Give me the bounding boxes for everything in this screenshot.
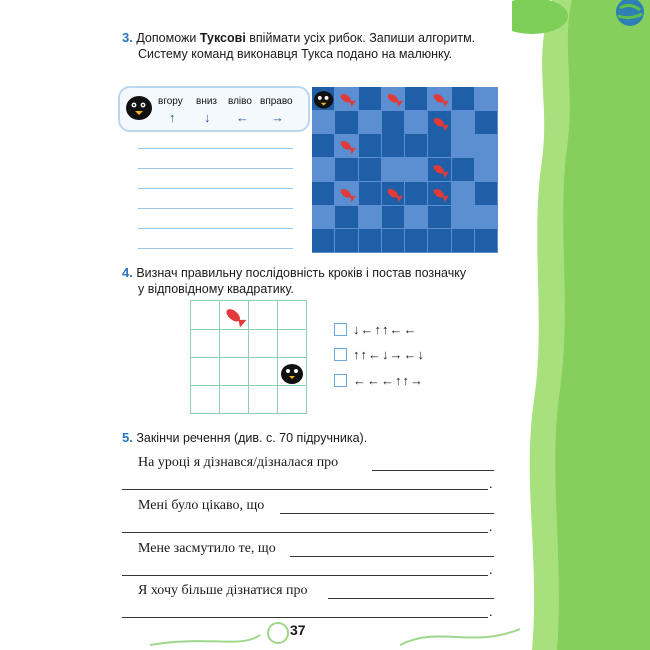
period: . — [489, 563, 493, 578]
grid-cell — [475, 134, 497, 157]
grid-cell — [452, 229, 474, 252]
grid-cell — [475, 206, 497, 229]
period: . — [489, 605, 493, 620]
grid-cell — [359, 134, 381, 157]
sentence-prompt: Мені було цікаво, що — [138, 498, 265, 513]
grid-cell — [452, 111, 474, 134]
green-decorative-band — [512, 0, 650, 650]
period: . — [489, 520, 493, 535]
option-row[interactable] — [334, 373, 424, 388]
grid-cell — [312, 111, 334, 134]
task4-header — [122, 265, 512, 297]
sentence-prompt: Мене засмутило те, що — [138, 541, 276, 556]
fish-icon — [382, 87, 405, 111]
grid-cell — [382, 158, 404, 181]
tux-icon — [312, 87, 335, 111]
task3-number: 3. — [122, 30, 133, 45]
task5-text: Закінчи речення (див. с. 70 підручника). — [136, 431, 368, 445]
sentence-prompt: Я хочу більше дізнатися про — [138, 583, 308, 598]
grid-cell — [335, 206, 357, 229]
sentence-prompt: На уроці я дізнався/дізналася про — [138, 455, 339, 470]
option-row[interactable] — [334, 322, 418, 337]
answer-line[interactable] — [138, 168, 293, 169]
fish-icon — [335, 87, 358, 111]
arrow-down-icon: ↓ — [204, 110, 211, 125]
grid-cell — [405, 134, 427, 157]
task4-number: 4. — [122, 265, 133, 280]
grid-cell — [359, 158, 381, 181]
fish-icon — [382, 182, 405, 206]
cmd-label-down: вниз — [196, 96, 218, 107]
answer-line[interactable] — [122, 575, 488, 576]
grid-cell — [452, 158, 474, 181]
grid-cell — [359, 229, 381, 252]
tux-icon — [279, 359, 305, 385]
task3-text-line2: Систему команд виконавця Тукса подано на малюнку. — [138, 47, 453, 61]
grid-cell — [312, 158, 334, 181]
grid-cell — [405, 158, 427, 181]
answer-line[interactable] — [122, 489, 488, 490]
grid-cell — [452, 206, 474, 229]
answer-line[interactable] — [328, 598, 494, 599]
grid-cell — [475, 158, 497, 181]
tux-fish-grid — [312, 87, 498, 253]
answer-line[interactable] — [372, 470, 494, 471]
fish-icon — [428, 87, 451, 111]
command-panel — [118, 86, 310, 132]
task5-header — [122, 430, 367, 446]
grid-cell — [428, 206, 450, 229]
answer-line[interactable] — [122, 532, 488, 533]
answer-line[interactable] — [138, 188, 293, 189]
grid-cell — [452, 182, 474, 205]
arrow-up-icon: ↑ — [169, 110, 176, 125]
task3-text-bold: Туксові — [199, 31, 246, 45]
checkbox[interactable] — [334, 323, 347, 336]
cmd-label-up: вгору — [158, 96, 183, 107]
fish-icon — [335, 182, 358, 206]
checkbox[interactable] — [334, 348, 347, 361]
task4-text-line1: Визнач правильну послідовність кроків і постав позначку — [136, 266, 467, 280]
grid-cell — [359, 111, 381, 134]
checkbox[interactable] — [334, 374, 347, 387]
grid-cell — [475, 182, 497, 205]
grid-cell — [382, 229, 404, 252]
option-sequence: ↓←↑↑←← — [353, 322, 418, 337]
grid-cell — [335, 111, 357, 134]
grid-cell — [452, 87, 474, 110]
option-sequence: ↑↑←↓→←↓ — [353, 347, 425, 362]
grid-cell — [405, 206, 427, 229]
answer-line[interactable] — [138, 208, 293, 209]
grid-cell — [312, 229, 334, 252]
grid-cell — [335, 158, 357, 181]
fish-icon — [428, 111, 451, 135]
grid-cell — [312, 182, 334, 205]
grid-cell — [475, 229, 497, 252]
page-number: 37 — [290, 622, 306, 638]
grid-cell — [312, 206, 334, 229]
grid-cell — [359, 182, 381, 205]
period: . — [489, 477, 493, 492]
grid-cell — [405, 229, 427, 252]
grid-cell — [359, 87, 381, 110]
task3-text-prefix: Допоможи — [136, 31, 200, 45]
fish-icon — [428, 158, 451, 182]
task3-header — [122, 30, 502, 62]
bottom-swirl-decoration — [150, 615, 520, 650]
answer-line[interactable] — [138, 148, 293, 149]
grid-cell — [428, 229, 450, 252]
fish-icon — [335, 134, 358, 158]
grid-cell — [382, 206, 404, 229]
grid-cell — [312, 134, 334, 157]
path-grid — [190, 300, 307, 414]
grid-cell — [475, 87, 497, 110]
answer-line[interactable] — [138, 248, 293, 249]
fish-icon — [428, 182, 451, 206]
grid-cell — [475, 111, 497, 134]
grid-cell — [382, 134, 404, 157]
grid-cell — [405, 111, 427, 134]
task3-text-line1: впіймати усіх рибок. Запиши алгоритм. — [245, 31, 476, 45]
grid-cell — [452, 134, 474, 157]
answer-line[interactable] — [280, 513, 494, 514]
option-row[interactable] — [334, 347, 425, 362]
fish-icon — [221, 303, 247, 329]
arrow-right-icon: → — [271, 110, 284, 125]
task5-number: 5. — [122, 430, 133, 445]
grid-cell — [335, 229, 357, 252]
tux-icon — [124, 92, 154, 122]
answer-line[interactable] — [138, 228, 293, 229]
cmd-label-right: вправо — [260, 96, 293, 107]
grid-cell — [382, 111, 404, 134]
answer-line[interactable] — [290, 556, 494, 557]
option-sequence: ←←←↑↑→ — [353, 373, 424, 388]
grid-cell — [405, 87, 427, 110]
grid-cell — [428, 134, 450, 157]
grid-cell — [359, 206, 381, 229]
task4-text-line2: у відповідному квадратику. — [138, 282, 294, 296]
arrow-left-icon: ← — [236, 110, 249, 125]
grid-cell — [405, 182, 427, 205]
cmd-label-left: вліво — [228, 96, 252, 107]
